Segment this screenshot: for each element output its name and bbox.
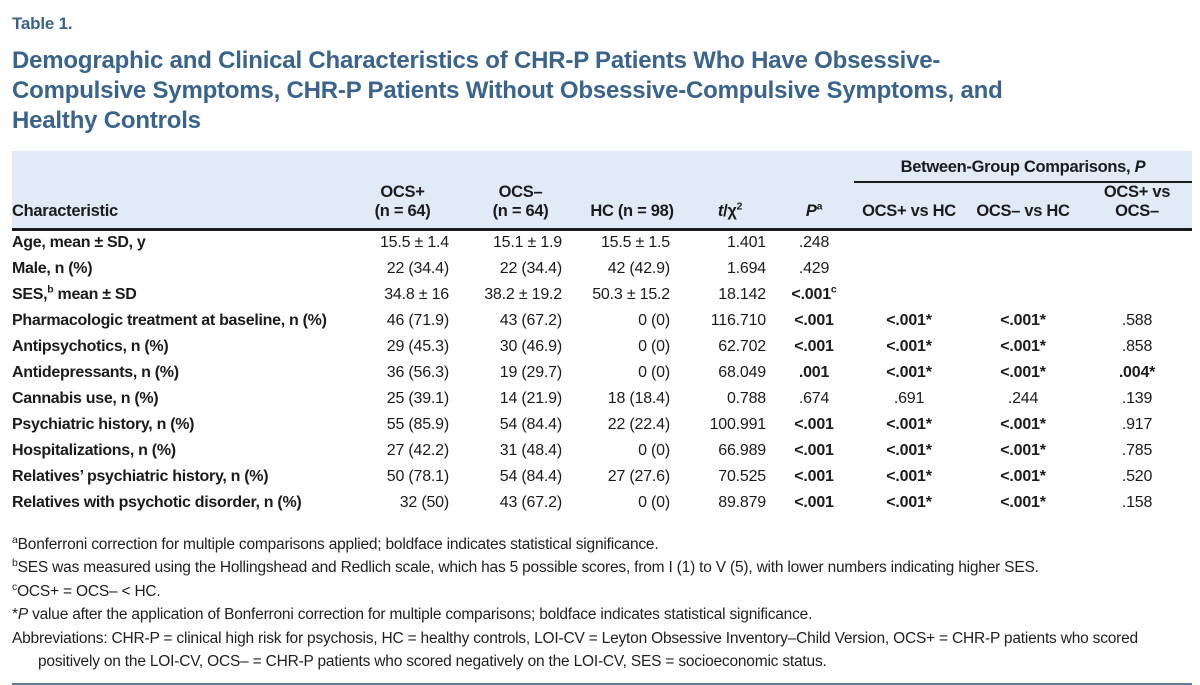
cell-cmp3: .785 — [1121, 441, 1153, 459]
cell-cmp2: <.001* — [1000, 363, 1046, 381]
cell-ocs_pos: 27 (42.2) — [386, 441, 449, 459]
cell-t_chi: 66.989 — [718, 441, 766, 459]
row-label: Pharmacologic treatment at baseline, n (%) — [12, 311, 327, 329]
table-row — [12, 230, 1192, 256]
cell-t_chi: 62.702 — [718, 337, 766, 355]
cell-t_chi: 70.525 — [718, 467, 766, 485]
footnote-a — [12, 533, 1192, 557]
cell-cmp3: .917 — [1121, 415, 1153, 433]
cell-p: <.001$^c$ — [791, 283, 837, 303]
footnote-b-text: SES was measured using the Hollingshead and Redlich scale, which has 5 possible scores, from I (1) to V (5), with lower numbers indicating higher SES. — [17, 559, 1039, 576]
table-header — [12, 151, 1192, 230]
cell-ocs_pos: 55 (85.9) — [386, 415, 449, 433]
cell-cmp2 — [964, 256, 1082, 282]
table-row — [12, 256, 1192, 282]
cell-cmp1: <.001* — [886, 441, 932, 459]
table-row — [12, 464, 1192, 490]
col-header-t-chi — [686, 182, 774, 230]
footnote-c — [12, 580, 1192, 604]
cell-p: <.001 — [794, 311, 834, 329]
cell-cmp1 — [854, 230, 964, 256]
cell-ocs_neg: 19 (29.7) — [499, 363, 562, 381]
cell-p: <.001 — [794, 415, 834, 433]
cell-ocs_neg: 15.1 ± 1.9 — [492, 234, 562, 252]
cell-cmp3 — [1082, 256, 1192, 282]
footnote-c-text: OCS+ = OCS– < HC. — [17, 582, 161, 600]
footnote-c-marker: c — [12, 580, 18, 593]
cell-cmp1: <.001* — [886, 363, 932, 381]
cell-ocs_pos: 32 (50) — [399, 493, 449, 511]
cell-cmp3: .520 — [1121, 467, 1153, 485]
cell-cmp1: <.001* — [886, 493, 932, 511]
cell-ocs_neg: 43 (67.2) — [499, 311, 562, 329]
col-header-ocs-pos — [342, 182, 463, 230]
cell-cmp3: .158 — [1121, 493, 1153, 511]
cell-cmp2 — [964, 282, 1082, 308]
cell-ocs_pos: 46 (71.9) — [386, 311, 449, 329]
cell-ocs_pos: 22 (34.4) — [386, 259, 449, 277]
table-row — [12, 438, 1192, 464]
cell-ocs_pos: 25 (39.1) — [386, 389, 449, 407]
table-row — [12, 282, 1192, 308]
cell-cmp1: <.001* — [886, 467, 932, 485]
cell-ocs_neg: 22 (34.4) — [499, 259, 562, 277]
cell-cmp1: <.001* — [886, 415, 932, 433]
footnote-star — [12, 603, 1192, 627]
cell-cmp2: <.001* — [1000, 337, 1046, 355]
column-header-row — [12, 182, 1192, 230]
p-italic: P — [805, 202, 817, 220]
row-label: Psychiatric history, n (%) — [12, 415, 195, 433]
footnote-a-marker: a — [12, 533, 18, 546]
cell-hc: 50.3 ± 15.2 — [592, 285, 670, 303]
cell-cmp3: .588 — [1121, 311, 1153, 329]
cell-cmp2: <.001* — [1000, 311, 1046, 329]
cell-hc: 0 (0) — [638, 337, 670, 355]
cell-cmp2: .244 — [1007, 389, 1039, 407]
cell-p: .429 — [798, 259, 830, 277]
col-header-hc: HC (n = 98) — [578, 182, 686, 230]
row-label: Relatives with psychotic disorder, n (%) — [12, 493, 302, 511]
cell-p: <.001 — [794, 337, 834, 355]
cell-t_chi: 1.401 — [726, 234, 766, 252]
cell-cmp1 — [854, 282, 964, 308]
footnote-abbreviations: Abbreviations: CHR-P = clinical high risk for psychosis, HC = healthy controls, LOI-CV = Leyton Obsessive Inventory–Child Version, OCS+ = CHR-P patients who scored positively on the LOI-CV, OCS– = CHR-P patients who scored negatively on the LOI-CV, SES = socioeconomic status. — [12, 629, 1138, 670]
cell-hc: 0 (0) — [638, 493, 670, 511]
cell-ocs_neg: 31 (48.4) — [499, 441, 562, 459]
cell-p: <.001 — [794, 441, 834, 459]
cell-t_chi: 89.879 — [718, 493, 766, 511]
chi-text: /χ — [723, 202, 737, 220]
group-header-row — [12, 151, 1192, 182]
row-label: Antipsychotics, n (%) — [12, 337, 169, 355]
table-row — [12, 412, 1192, 438]
cell-p: <.001 — [794, 493, 834, 511]
cell-ocs_neg: 38.2 ± 19.2 — [484, 285, 562, 303]
footnote-star-p: P — [17, 606, 28, 623]
p-sup: a — [816, 200, 823, 213]
cell-ocs_pos: 50 (78.1) — [386, 467, 449, 485]
cell-ocs_neg: 30 (46.9) — [499, 337, 562, 355]
t-italic: t — [717, 202, 724, 220]
row-label: Antidepressants, n (%) — [12, 363, 179, 381]
cell-t_chi: 1.694 — [726, 259, 766, 277]
ocs-pos-line2: (n = 64) — [374, 202, 431, 220]
cell-cmp1 — [854, 256, 964, 282]
table-body — [12, 230, 1192, 516]
table-number-label: Table 1. — [12, 14, 73, 33]
cell-p: .001 — [798, 363, 830, 381]
cell-t_chi: 100.991 — [709, 415, 766, 433]
col-header-cmp2: OCS– vs HC — [964, 182, 1082, 230]
row-label: Age, mean ± SD, y — [12, 234, 146, 252]
cell-ocs_pos: 15.5 ± 1.4 — [379, 234, 449, 252]
table-row — [12, 334, 1192, 360]
cell-cmp3 — [1082, 230, 1192, 256]
col-header-cmp1: OCS+ vs HC — [854, 182, 964, 230]
cell-hc: 22 (22.4) — [607, 415, 670, 433]
group-header-spacer — [12, 151, 854, 182]
row-label: Hospitalizations, n (%) — [12, 441, 176, 459]
cell-cmp3: .858 — [1121, 337, 1153, 355]
footnote-star-marker: * — [12, 606, 18, 623]
table-row — [12, 490, 1192, 516]
col-header-ocs-neg — [463, 182, 578, 230]
cell-hc: 15.5 ± 1.5 — [600, 234, 670, 252]
row-label: Relatives’ psychiatric history, n (%) — [12, 467, 269, 485]
cell-ocs_pos: 36 (56.3) — [386, 363, 449, 381]
cell-t_chi: 0.788 — [726, 389, 766, 407]
cell-hc: 27 (27.6) — [607, 467, 670, 485]
cell-cmp1: <.001* — [886, 311, 932, 329]
between-group-comparisons-header — [854, 151, 1192, 182]
cell-p: .674 — [798, 389, 830, 407]
cell-cmp3: .139 — [1121, 389, 1153, 407]
footnotes — [12, 533, 1192, 674]
cell-ocs_neg: 14 (21.9) — [499, 389, 562, 407]
table-row — [12, 386, 1192, 412]
cell-cmp1: <.001* — [886, 337, 932, 355]
cell-hc: 42 (42.9) — [607, 259, 670, 277]
cell-p: <.001 — [794, 467, 834, 485]
col-header-characteristic: Characteristic — [12, 182, 342, 230]
cell-hc: 0 (0) — [638, 363, 670, 381]
footnote-b-marker: b — [12, 556, 18, 569]
cell-ocs_pos: 29 (45.3) — [386, 337, 449, 355]
row-label: SES,$^b$ mean ± SD — [12, 283, 137, 303]
col-header-cmp3: OCS+ vs OCS– — [1082, 182, 1192, 230]
cell-hc: 0 (0) — [638, 311, 670, 329]
cell-t_chi: 18.142 — [718, 285, 766, 303]
row-label: Male, n (%) — [12, 259, 93, 277]
col-header-p — [774, 182, 854, 230]
cell-ocs_pos: 34.8 ± 16 — [384, 285, 449, 303]
cell-cmp2 — [964, 230, 1082, 256]
cell-cmp2: <.001* — [1000, 493, 1046, 511]
chi-sup: 2 — [736, 200, 743, 213]
table-row — [12, 360, 1192, 386]
footnote-a-text: Bonferroni correction for multiple comparisons applied; boldface indicates statistical significance. — [17, 535, 659, 553]
table-title: Demographic and Clinical Characteristics of CHR-P Patients Who Have Obsessive-Compulsive Symptoms, CHR-P Patients Without Obsessive-Compulsive Symptoms, and Healthy Controls — [12, 47, 1003, 134]
cell-cmp2: <.001* — [1000, 467, 1046, 485]
table-row — [12, 308, 1192, 334]
cell-cmp3 — [1082, 282, 1192, 308]
cell-t_chi: 116.710 — [710, 311, 766, 329]
cell-cmp2: <.001* — [1000, 441, 1046, 459]
footnote-b — [12, 556, 1192, 580]
group-header-p: P — [1134, 158, 1146, 176]
cell-ocs_neg: 54 (84.4) — [499, 415, 562, 433]
row-label: Cannabis use, n (%) — [12, 389, 159, 407]
cell-t_chi: 68.049 — [718, 363, 766, 381]
ocs-neg-line2: (n = 64) — [492, 202, 549, 220]
ocs-neg-line1: OCS– — [498, 183, 543, 201]
characteristics-table — [12, 151, 1192, 516]
cell-hc: 18 (18.4) — [607, 389, 670, 407]
cell-ocs_neg: 43 (67.2) — [499, 493, 562, 511]
cell-p: .248 — [798, 234, 830, 252]
cell-cmp3: .004* — [1118, 363, 1156, 381]
cell-cmp2: <.001* — [1000, 415, 1046, 433]
footnote-star-text: value after the application of Bonferroni correction for multiple comparisons; boldface indicates statistical significance. — [27, 606, 813, 623]
cell-cmp1: .691 — [893, 389, 925, 407]
cell-hc: 0 (0) — [638, 441, 670, 459]
cell-ocs_neg: 54 (84.4) — [499, 467, 562, 485]
ocs-pos-line1: OCS+ — [380, 183, 425, 201]
group-header-text: Between-Group Comparisons, — [900, 158, 1135, 176]
